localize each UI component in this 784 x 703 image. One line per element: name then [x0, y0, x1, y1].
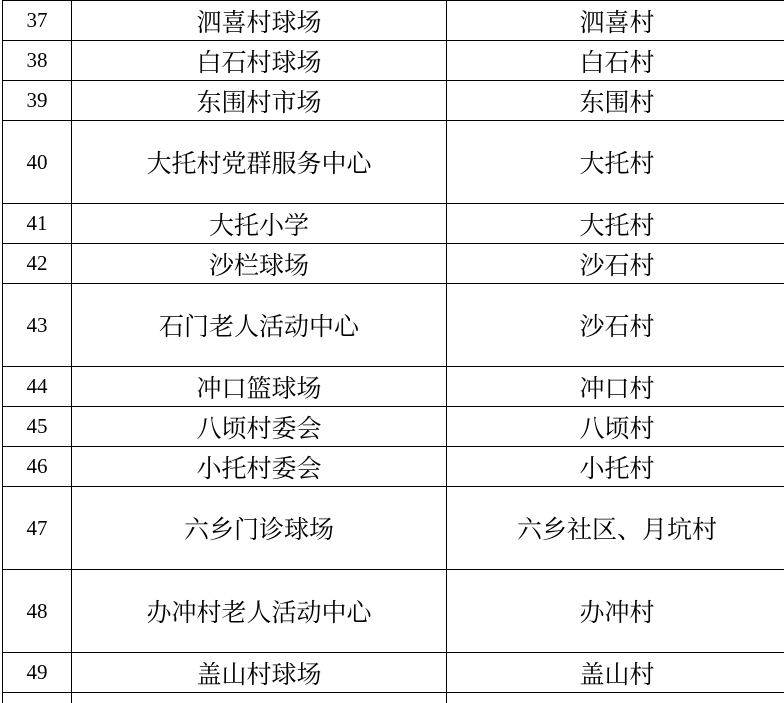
row-village: 东围村 — [447, 81, 784, 121]
row-index: 46 — [3, 447, 72, 487]
row-village: 白石村 — [447, 41, 784, 81]
row-venue-name: 小托村委会 — [72, 447, 447, 487]
row-village: 大托村 — [447, 121, 784, 204]
row-index: 44 — [3, 367, 72, 407]
row-venue-name — [72, 693, 447, 703]
row-index: 37 — [3, 1, 72, 41]
row-venue-name: 办冲村老人活动中心 — [72, 570, 447, 653]
row-index: 47 — [3, 487, 72, 570]
row-village: 冲口村 — [447, 367, 784, 407]
table-row — [3, 367, 784, 407]
venues-table — [2, 0, 784, 703]
row-index: 45 — [3, 407, 72, 447]
row-index: 49 — [3, 653, 72, 693]
table-row-partial — [3, 693, 784, 703]
row-index — [3, 693, 72, 703]
row-village: 盖山村 — [447, 653, 784, 693]
row-venue-name: 八顷村委会 — [72, 407, 447, 447]
row-index: 42 — [3, 244, 72, 284]
table-body — [3, 1, 784, 703]
row-venue-name: 石门老人活动中心 — [72, 284, 447, 367]
row-venue-name: 盖山村球场 — [72, 653, 447, 693]
row-venue-name: 沙栏球场 — [72, 244, 447, 284]
table-row — [3, 487, 784, 570]
row-venue-name: 泗喜村球场 — [72, 1, 447, 41]
row-village: 办冲村 — [447, 570, 784, 653]
table-row — [3, 407, 784, 447]
row-index: 38 — [3, 41, 72, 81]
table-row — [3, 447, 784, 487]
table-row — [3, 244, 784, 284]
row-venue-name: 冲口篮球场 — [72, 367, 447, 407]
row-village — [447, 693, 784, 703]
table-row — [3, 41, 784, 81]
row-index: 43 — [3, 284, 72, 367]
row-index: 39 — [3, 81, 72, 121]
row-venue-name: 大托村党群服务中心 — [72, 121, 447, 204]
row-village: 泗喜村 — [447, 1, 784, 41]
row-village: 沙石村 — [447, 284, 784, 367]
table-row — [3, 284, 784, 367]
table-row — [3, 121, 784, 204]
table-row — [3, 81, 784, 121]
row-venue-name: 白石村球场 — [72, 41, 447, 81]
row-venue-name: 东围村市场 — [72, 81, 447, 121]
row-index: 41 — [3, 204, 72, 244]
table-row — [3, 204, 784, 244]
row-village: 沙石村 — [447, 244, 784, 284]
row-village: 八顷村 — [447, 407, 784, 447]
table-row — [3, 1, 784, 41]
row-index: 48 — [3, 570, 72, 653]
table-row — [3, 570, 784, 653]
row-venue-name: 六乡门诊球场 — [72, 487, 447, 570]
row-village: 大托村 — [447, 204, 784, 244]
row-index: 40 — [3, 121, 72, 204]
row-venue-name: 大托小学 — [72, 204, 447, 244]
table-row — [3, 653, 784, 693]
row-village: 六乡社区、月坑村 — [447, 487, 784, 570]
row-village: 小托村 — [447, 447, 784, 487]
